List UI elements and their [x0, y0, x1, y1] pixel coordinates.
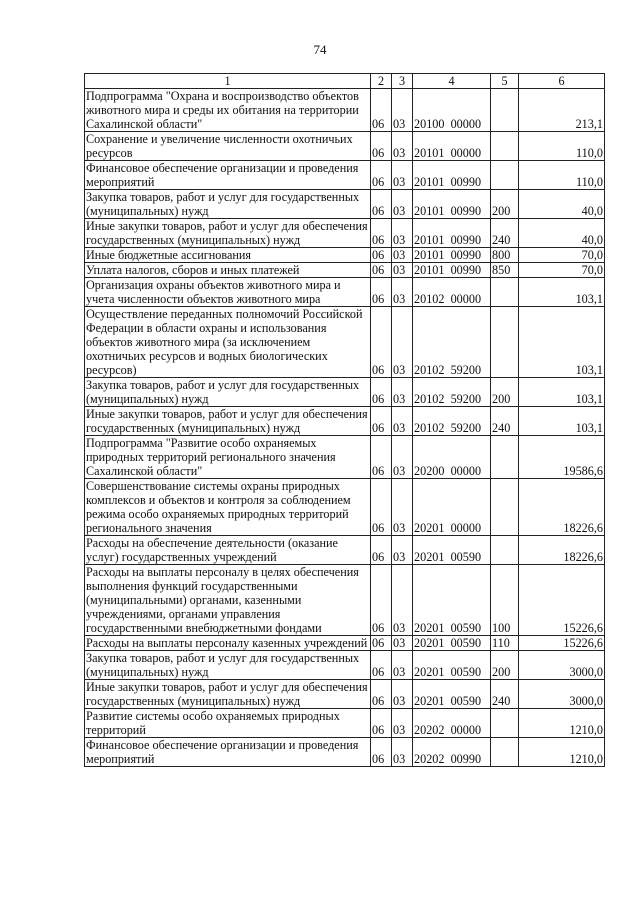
table-row [85, 378, 605, 407]
row-amount: 70,0 [519, 263, 605, 278]
row-expense-type: 240 [491, 680, 519, 709]
table-row [85, 190, 605, 219]
row-section: 06 [371, 565, 392, 636]
row-section: 06 [371, 248, 392, 263]
row-subsection: 03 [392, 132, 413, 161]
row-target-article: 20102 59200 [413, 307, 491, 378]
table-row [85, 651, 605, 680]
table-row [85, 536, 605, 565]
row-amount: 103,1 [519, 307, 605, 378]
row-name: Совершенствование системы охраны природных комплексов и объектов и контроля за соблюдением режима особо охраняемых природных территорий регионального значения [85, 479, 371, 536]
table-header-row [85, 74, 605, 89]
row-expense-type [491, 436, 519, 479]
row-expense-type [491, 161, 519, 190]
row-subsection: 03 [392, 161, 413, 190]
row-amount: 19586,6 [519, 436, 605, 479]
table-row [85, 307, 605, 378]
row-target-article: 20201 00590 [413, 565, 491, 636]
row-amount: 110,0 [519, 132, 605, 161]
row-name: Расходы на выплаты персоналу казенных учреждений [85, 636, 371, 651]
column-header-subsection: 3 [392, 74, 413, 89]
row-subsection: 03 [392, 378, 413, 407]
row-section: 06 [371, 709, 392, 738]
row-subsection: 03 [392, 89, 413, 132]
row-subsection: 03 [392, 436, 413, 479]
column-header-section: 2 [371, 74, 392, 89]
row-section: 06 [371, 263, 392, 278]
row-expense-type: 240 [491, 407, 519, 436]
row-name: Уплата налогов, сборов и иных платежей [85, 263, 371, 278]
row-expense-type: 800 [491, 248, 519, 263]
row-name: Сохранение и увеличение численности охотничьих ресурсов [85, 132, 371, 161]
row-subsection: 03 [392, 248, 413, 263]
row-target-article: 20201 00590 [413, 536, 491, 565]
row-expense-type [491, 738, 519, 767]
row-amount: 18226,6 [519, 536, 605, 565]
row-name: Развитие системы особо охраняемых природных территорий [85, 709, 371, 738]
row-subsection: 03 [392, 636, 413, 651]
row-expense-type: 240 [491, 219, 519, 248]
table-row [85, 161, 605, 190]
row-name: Осуществление переданных полномочий Российской Федерации в области охраны и использования объектов животного мира (за исключением охотничьих ресурсов и водных биологических ресурсов) [85, 307, 371, 378]
row-name: Закупка товаров, работ и услуг для государственных (муниципальных) нужд [85, 190, 371, 219]
table-row [85, 565, 605, 636]
table-row [85, 407, 605, 436]
row-name: Иные закупки товаров, работ и услуг для обеспечения государственных (муниципальных) нужд [85, 219, 371, 248]
row-target-article: 20101 00990 [413, 219, 491, 248]
row-name: Организация охраны объектов животного мира и учета численности объектов животного мира [85, 278, 371, 307]
row-section: 06 [371, 738, 392, 767]
row-target-article: 20101 00990 [413, 161, 491, 190]
row-section: 06 [371, 307, 392, 378]
row-section: 06 [371, 378, 392, 407]
row-section: 06 [371, 636, 392, 651]
column-header-expense-type: 5 [491, 74, 519, 89]
row-name: Расходы на обеспечение деятельности (оказание услуг) государственных учреждений [85, 536, 371, 565]
row-target-article: 20201 00590 [413, 636, 491, 651]
column-header-amount: 6 [519, 74, 605, 89]
row-name: Иные бюджетные ассигнования [85, 248, 371, 263]
table-row [85, 248, 605, 263]
row-target-article: 20101 00990 [413, 190, 491, 219]
row-target-article: 20201 00590 [413, 651, 491, 680]
row-subsection: 03 [392, 738, 413, 767]
table-row [85, 479, 605, 536]
row-section: 06 [371, 278, 392, 307]
row-section: 06 [371, 436, 392, 479]
table-row [85, 738, 605, 767]
row-amount: 3000,0 [519, 651, 605, 680]
row-name: Подпрограмма "Развитие особо охраняемых природных территорий регионального значения Сахалинской области" [85, 436, 371, 479]
table-row [85, 219, 605, 248]
row-subsection: 03 [392, 479, 413, 536]
row-target-article: 20102 59200 [413, 407, 491, 436]
row-target-article: 20102 00000 [413, 278, 491, 307]
row-expense-type [491, 89, 519, 132]
table-row [85, 636, 605, 651]
row-amount: 1210,0 [519, 709, 605, 738]
row-name: Иные закупки товаров, работ и услуг для обеспечения государственных (муниципальных) нужд [85, 407, 371, 436]
row-section: 06 [371, 651, 392, 680]
table-row [85, 263, 605, 278]
row-section: 06 [371, 680, 392, 709]
table-row [85, 278, 605, 307]
row-expense-type [491, 278, 519, 307]
row-subsection: 03 [392, 680, 413, 709]
row-amount: 213,1 [519, 89, 605, 132]
row-expense-type [491, 709, 519, 738]
row-name: Иные закупки товаров, работ и услуг для обеспечения государственных (муниципальных) нужд [85, 680, 371, 709]
row-target-article: 20101 00000 [413, 132, 491, 161]
row-expense-type [491, 132, 519, 161]
row-amount: 18226,6 [519, 479, 605, 536]
row-amount: 103,1 [519, 278, 605, 307]
row-section: 06 [371, 190, 392, 219]
row-amount: 70,0 [519, 248, 605, 263]
row-expense-type: 200 [491, 378, 519, 407]
row-name: Закупка товаров, работ и услуг для государственных (муниципальных) нужд [85, 651, 371, 680]
row-section: 06 [371, 407, 392, 436]
row-subsection: 03 [392, 190, 413, 219]
row-expense-type [491, 536, 519, 565]
row-amount: 3000,0 [519, 680, 605, 709]
row-target-article: 20202 00000 [413, 709, 491, 738]
table-row [85, 680, 605, 709]
row-target-article: 20201 00590 [413, 680, 491, 709]
row-expense-type: 110 [491, 636, 519, 651]
column-header-name: 1 [85, 74, 371, 89]
table-row [85, 132, 605, 161]
row-amount: 103,1 [519, 378, 605, 407]
row-amount: 110,0 [519, 161, 605, 190]
row-expense-type: 200 [491, 190, 519, 219]
page-number: 74 [313, 42, 327, 57]
row-expense-type [491, 307, 519, 378]
row-amount: 1210,0 [519, 738, 605, 767]
table-row [85, 89, 605, 132]
row-subsection: 03 [392, 709, 413, 738]
row-target-article: 20101 00990 [413, 248, 491, 263]
row-target-article: 20102 59200 [413, 378, 491, 407]
row-name: Финансовое обеспечение организации и проведения мероприятий [85, 738, 371, 767]
row-expense-type: 200 [491, 651, 519, 680]
row-subsection: 03 [392, 407, 413, 436]
row-amount: 15226,6 [519, 565, 605, 636]
row-expense-type [491, 479, 519, 536]
budget-table [84, 73, 605, 767]
row-section: 06 [371, 479, 392, 536]
row-expense-type: 850 [491, 263, 519, 278]
row-subsection: 03 [392, 565, 413, 636]
column-header-target-article: 4 [413, 74, 491, 89]
row-section: 06 [371, 132, 392, 161]
row-target-article: 20101 00990 [413, 263, 491, 278]
row-subsection: 03 [392, 307, 413, 378]
row-subsection: 03 [392, 263, 413, 278]
row-section: 06 [371, 219, 392, 248]
row-section: 06 [371, 89, 392, 132]
row-target-article: 20200 00000 [413, 436, 491, 479]
row-target-article: 20201 00000 [413, 479, 491, 536]
row-subsection: 03 [392, 219, 413, 248]
row-name: Расходы на выплаты персоналу в целях обеспечения выполнения функций государственными (муниципальными) органами, казенными учреждениями, органами управления государственными внебюджетными фондами [85, 565, 371, 636]
row-section: 06 [371, 536, 392, 565]
row-amount: 40,0 [519, 219, 605, 248]
row-name: Закупка товаров, работ и услуг для государственных (муниципальных) нужд [85, 378, 371, 407]
row-amount: 103,1 [519, 407, 605, 436]
row-section: 06 [371, 161, 392, 190]
row-amount: 40,0 [519, 190, 605, 219]
row-target-article: 20202 00990 [413, 738, 491, 767]
row-amount: 15226,6 [519, 636, 605, 651]
row-name: Подпрограмма "Охрана и воспроизводство объектов животного мира и среды их обитания на территории Сахалинской области" [85, 89, 371, 132]
table-row [85, 709, 605, 738]
row-subsection: 03 [392, 278, 413, 307]
row-expense-type: 100 [491, 565, 519, 636]
row-name: Финансовое обеспечение организации и проведения мероприятий [85, 161, 371, 190]
row-target-article: 20100 00000 [413, 89, 491, 132]
table-row [85, 436, 605, 479]
row-subsection: 03 [392, 536, 413, 565]
row-subsection: 03 [392, 651, 413, 680]
